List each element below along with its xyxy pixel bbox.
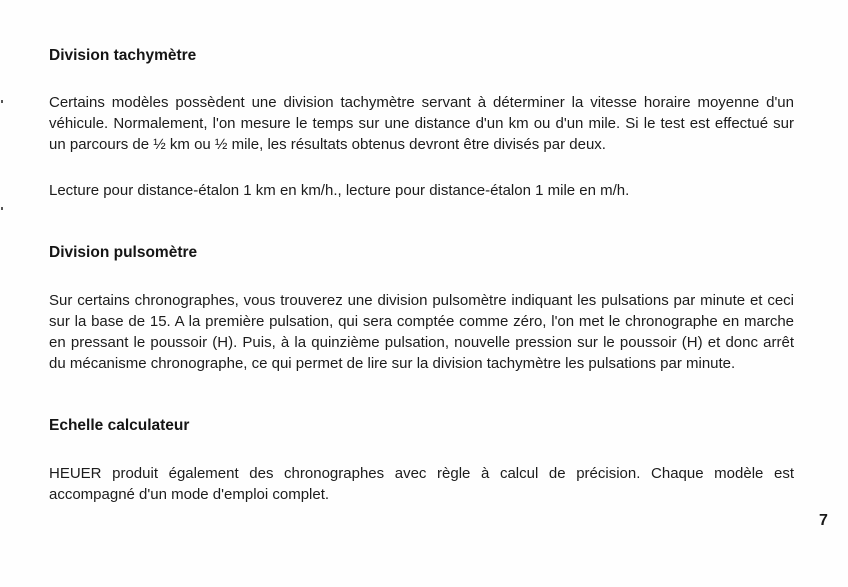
section-heading-calculateur: Echelle calculateur [49, 417, 190, 434]
page-content [49, 44, 794, 505]
margin-mark [1, 100, 3, 103]
section-heading-pulsometre: Division pulsomètre [49, 244, 198, 261]
margin-mark [1, 207, 3, 210]
page-number: 7 [819, 512, 828, 529]
paragraph-pulsometre-description: Sur certains chronographes, vous trouverez une division pulsomètre indiquant les pulsations par minute et ceci sur la base de 15. A la première pulsation, qui sera comptée comme zéro, l'on met le chronographe en marche en pressant le poussoir (H). Puis, à la quinzième pulsation, nouvelle pression sur le poussoir (H) et donc arrêt du mécanisme chronographe, ce qui permet de lire sur la division tachymètre les pulsations par minute. [49, 292, 794, 372]
paragraph-tachymetre-description: Certains modèles possèdent une division tachymètre servant à déterminer la vitesse horaire moyenne d'un véhicule. Normalement, l'on mesure le temps sur une distance d'un km ou d'un mile. Si le test est effectué sur un parcours de ½ km ou ½ mile, les résultats obtenus devront être divisés par deux. [49, 94, 794, 153]
paragraph-calculateur-description: HEUER produit également des chronographes avec règle à calcul de précision. Chaque modèle est accompagné d'un mode d'emploi complet. [49, 465, 794, 503]
section-heading-tachymetre: Division tachymètre [49, 47, 197, 64]
paragraph-tachymetre-reading: Lecture pour distance-étalon 1 km en km/h., lecture pour distance-étalon 1 mile en m/h. [49, 182, 630, 199]
